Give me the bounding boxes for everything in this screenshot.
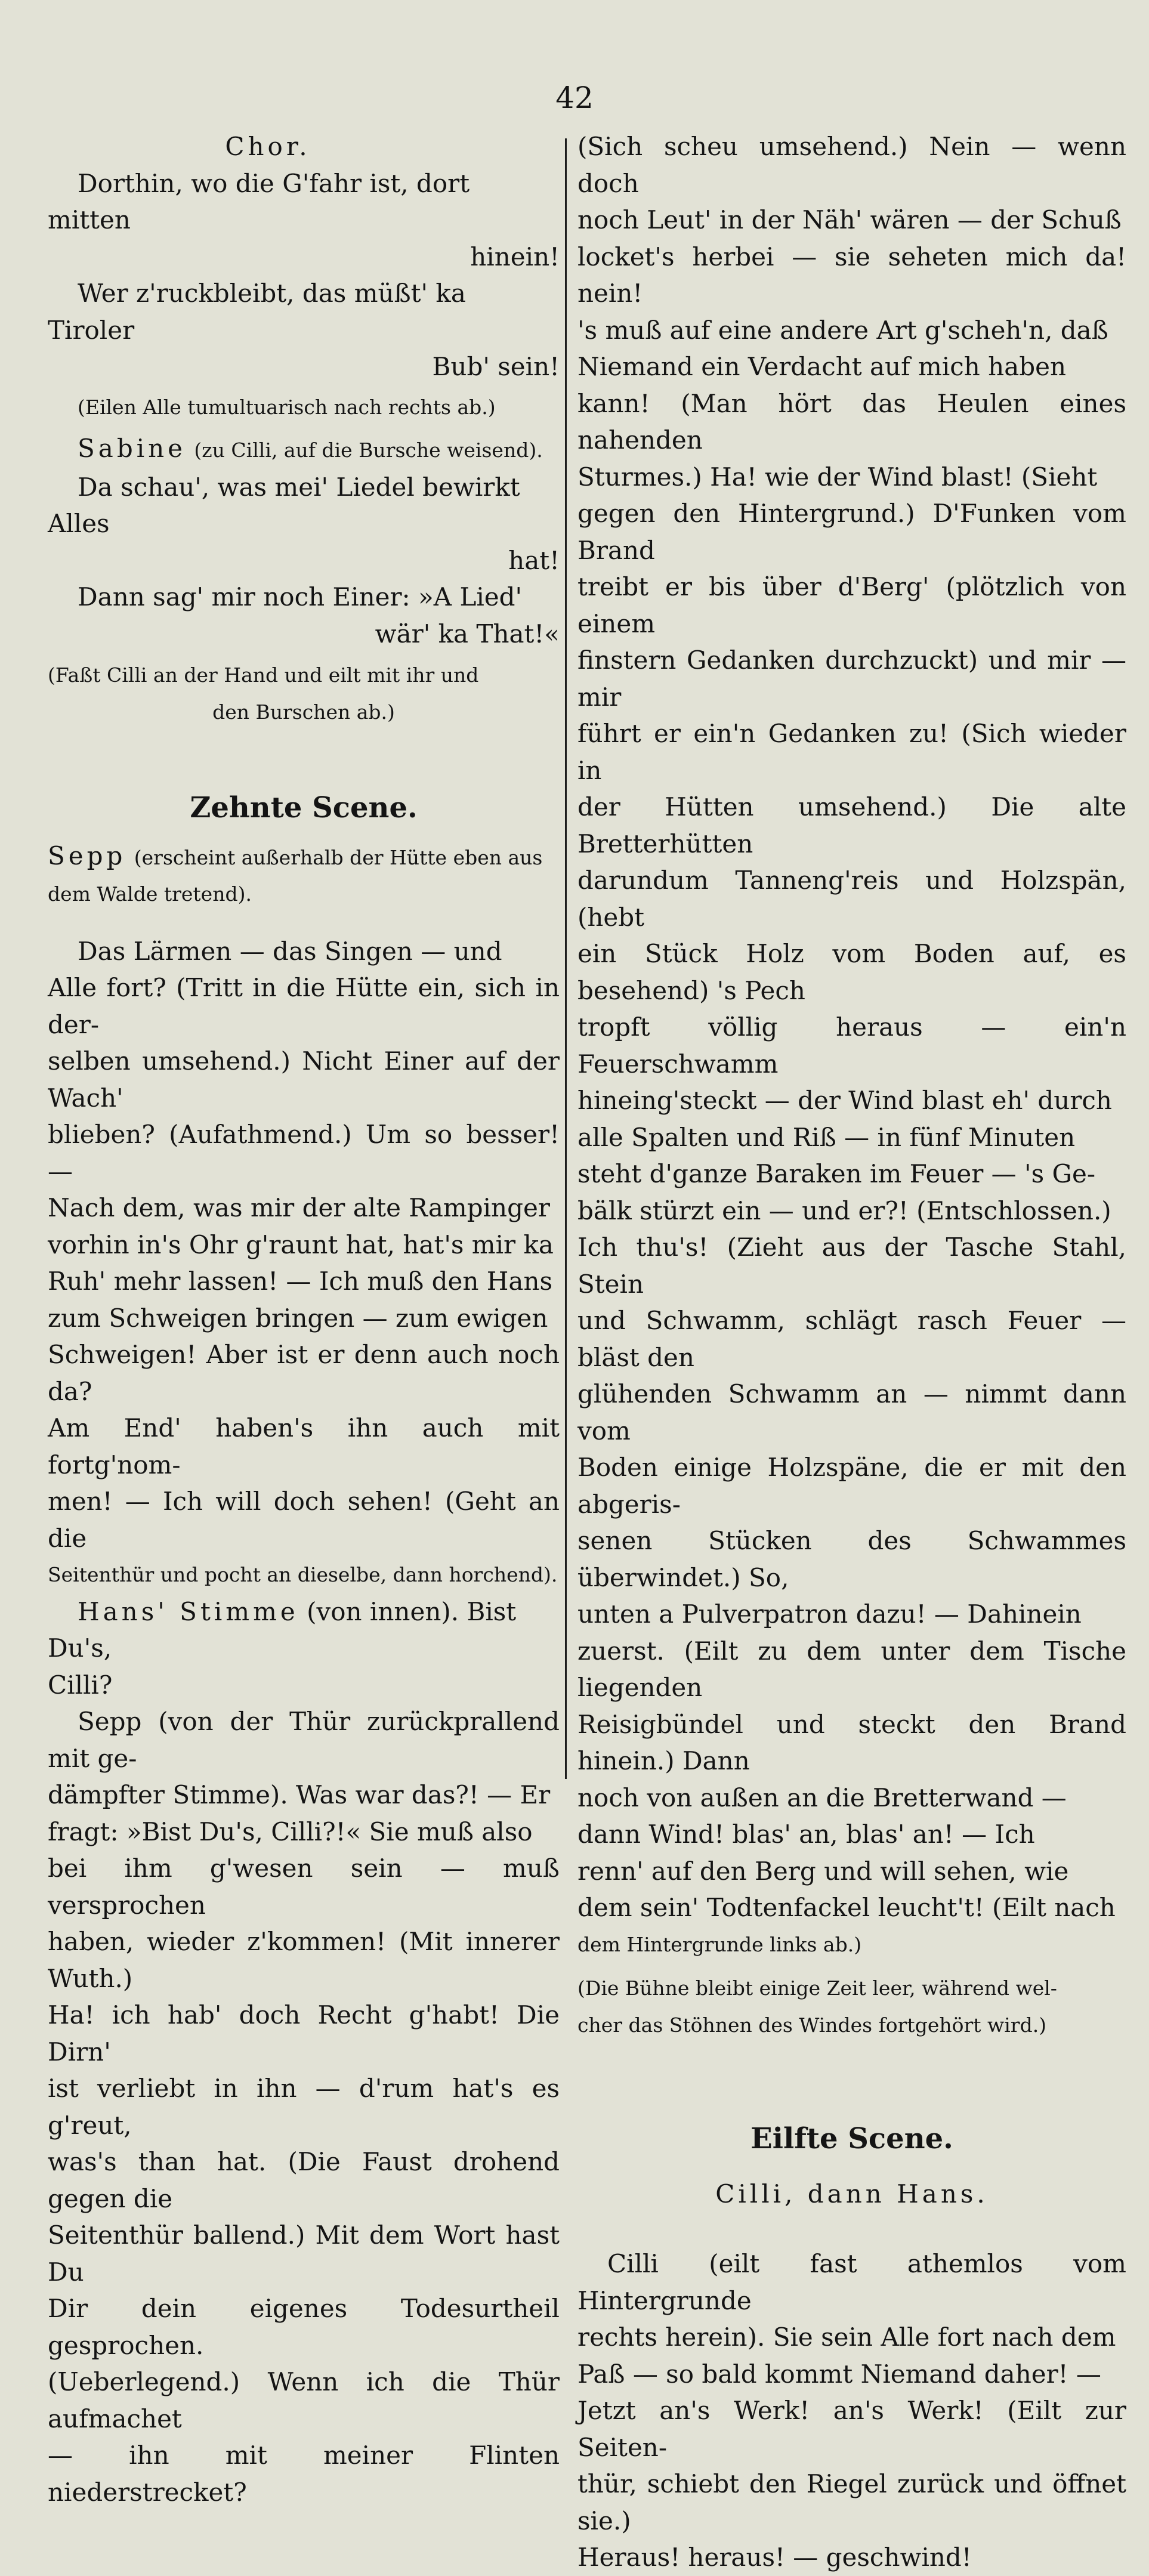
text-line: der Hütten umsehend.) Die alte Bretterhütten <box>577 792 1126 858</box>
text-line: zum Schweigen bringen — zum ewigen <box>48 1303 548 1333</box>
text-line: haben, wieder z'kommen! (Mit innerer Wuth.) <box>48 1927 560 1993</box>
stage-direction: (erscheint außerhalb der Hütte eben aus <box>134 845 543 869</box>
text-line: vorhin in's Ohr g'raunt hat, hat's mir ka <box>48 1230 554 1259</box>
speaker-name: Sabine <box>78 434 187 463</box>
text-line: Schweigen! Aber ist er denn auch noch da? <box>48 1340 560 1406</box>
text-line: Reisigbündel und steckt den Brand hinein.) Dann <box>577 1709 1126 1775</box>
text-line: Niemand ein Verdacht auf mich haben <box>577 352 1067 381</box>
text-line: dem sein' Todtenfackel leucht't! (Eilt nach <box>577 1893 1116 1922</box>
chor-line: Bub' sein! <box>432 352 560 381</box>
stage-direction: (zu Cilli, auf die Bursche weisend). <box>194 438 543 462</box>
text-line: noch von außen an die Bretterwand — <box>577 1783 1067 1812</box>
text-line: Ruh' mehr lassen! — Ich muß den Hans <box>48 1267 553 1296</box>
speech-text: (von innen). Bist Du's, <box>48 1596 517 1663</box>
text-line: selben umsehend.) Nicht Einer auf der Wach' <box>48 1046 560 1113</box>
text-line: tropft völlig heraus — ein'n Feuerschwamm <box>577 1012 1126 1079</box>
text-line: darundum Tanneng'reis und Holzspän, (hebt <box>577 866 1126 932</box>
text-line: thür, schiebt den Riegel zurück und öffnet sie.) <box>577 2469 1126 2535</box>
stage-direction: (Die Bühne bleibt einige Zeit leer, während wel- <box>577 1976 1057 2000</box>
text-line: hineing'steckt — der Wind blast eh' durch <box>577 1086 1112 1115</box>
left-column <box>48 128 560 2510</box>
text-line: alle Spalten und Riß — in fünf Minuten <box>577 1122 1076 1152</box>
verse-line: hat! <box>508 545 560 575</box>
text-line: zuerst. (Eilt zu dem unter dem Tische liegenden <box>577 1636 1126 1702</box>
text-line: Am End' haben's ihn auch mit fortg'nom- <box>48 1413 560 1479</box>
text-line: Ha! ich hab' doch Recht g'habt! Die Dirn' <box>48 2000 560 2067</box>
text-line: steht d'ganze Baraken im Feuer — 's Ge- <box>577 1159 1096 1188</box>
stage-direction: dem Walde tretend). <box>48 882 252 906</box>
column-divider <box>565 138 567 1779</box>
text-line: Heraus! heraus! — geschwind! <box>577 2543 972 2572</box>
speaker-name: Sepp <box>48 841 126 870</box>
text-line: Cilli? <box>48 1670 113 1700</box>
text-line: ein Stück Holz vom Boden auf, es besehend) 's Pech <box>577 939 1126 1005</box>
text-line: gegen den Hintergrund.) D'Funken vom Brand <box>577 499 1126 565</box>
sepp-speech <box>48 933 560 1593</box>
scene-title: Eilfte Scene. <box>750 2122 953 2155</box>
stage-direction: dem Hintergrunde links ab.) <box>577 1932 862 1956</box>
text-line: rechts herein). Sie sein Alle fort nach dem <box>577 2322 1116 2352</box>
text-line: 's muß auf eine andere Art g'scheh'n, daß <box>577 315 1108 345</box>
text-line: führt er ein'n Gedanken zu! (Sich wieder in <box>577 719 1126 785</box>
stage-direction: (Eilen Alle tumultuarisch nach rechts ab.) <box>78 395 496 419</box>
speaker-line <box>48 1593 560 1667</box>
text-line: (Ueberlegend.) Wenn ich die Thür aufmachet <box>48 2367 560 2433</box>
chor-label: Chor. <box>225 132 311 161</box>
verse-line: wär' ka That!« <box>375 619 560 648</box>
speaker-name: Hans' Stimme <box>78 1596 299 1626</box>
page-number: 42 <box>555 81 594 115</box>
text-line: kann! (Man hört das Heulen eines nahenden <box>577 388 1126 455</box>
verse-line: Dann sag' mir noch Einer: »A Lied' <box>78 582 523 611</box>
chor-line: Wer z'ruckbleibt, das müßt' ka Tiroler <box>48 279 466 345</box>
text-line: Paß — so bald kommt Niemand daher! — <box>577 2359 1101 2389</box>
text-line: Seitenthür ballend.) Mit dem Wort hast Du <box>48 2220 560 2287</box>
scene-persons: Cilli, dann Hans. <box>715 2179 989 2209</box>
text-line: treibt er bis über d'Berg' (plötzlich von einem <box>577 572 1126 638</box>
speaker-line <box>48 838 560 876</box>
text-line: Nach dem, was mir der alte Rampinger <box>48 1193 550 1222</box>
text-line: was's than hat. (Die Faust drohend gegen die <box>48 2147 560 2213</box>
text-line: Sepp (von der Thür zurückprallend mit ge- <box>48 1707 560 1773</box>
stage-direction: (Faßt Cilli an der Hand und eilt mit ihr und <box>48 663 479 687</box>
stage-direction: Seitenthür und pocht an dieselbe, dann horchend). <box>48 1563 558 1586</box>
text-line: bälk stürzt ein — und er?! (Entschlossen.) <box>577 1196 1111 1225</box>
text-line: bei ihm g'wesen sein — muß versprochen <box>48 1854 560 1920</box>
text-line: Alle fort? (Tritt in die Hütte ein, sich in der- <box>48 973 560 1039</box>
text-line: und Schwamm, schlägt rasch Feuer — bläst den <box>577 1306 1126 1372</box>
text-line: (Sich scheu umsehend.) Nein — wenn doch <box>577 132 1126 198</box>
text-line: glühenden Schwamm an — nimmt dann vom <box>577 1379 1126 1445</box>
text-line: senen Stücken des Schwammes überwindet.) So, <box>577 1526 1126 1592</box>
text-line: Das Lärmen — das Singen — und <box>78 936 502 966</box>
text-line: renn' auf den Berg und will sehen, wie <box>577 1856 1069 1886</box>
right-column <box>577 128 1126 2576</box>
text-line: Dir dein eigenes Todesurtheil gesprochen. <box>48 2294 560 2360</box>
speaker-line <box>48 430 560 469</box>
verse-line: Da schau', was mei' Liedel bewirkt Alles <box>48 472 520 538</box>
text-line: men! — Ich will doch sehen! (Geht an die <box>48 1487 560 1553</box>
text-line: dämpfter Stimme). Was war das?! — Er <box>48 1780 551 1809</box>
chor-line: Dorthin, wo die G'fahr ist, dort mitten <box>48 168 470 234</box>
stage-direction: den Burschen ab.) <box>212 700 395 724</box>
text-line: fragt: »Bist Du's, Cilli?!« Sie muß also <box>48 1817 533 1846</box>
text-line: unten a Pulverpatron dazu! — Dahinein <box>577 1599 1082 1629</box>
sepp-speech-2 <box>48 1703 560 2510</box>
text-line: finstern Gedanken durchzuckt) und mir — mir <box>577 645 1126 712</box>
text-line: blieben? (Aufathmend.) Um so besser! — <box>48 1120 560 1186</box>
text-line: Sturmes.) Ha! wie der Wind blast! (Sieht <box>577 462 1098 492</box>
cilli-speech <box>577 2245 1126 2576</box>
text-line: locket's herbei — sie seheten mich da! nein! <box>577 242 1126 308</box>
text-line: Cilli (eilt fast athemlos vom Hintergrunde <box>577 2249 1126 2315</box>
text-line: — ihn mit meiner Flinten niederstrecket? <box>48 2441 560 2507</box>
chor-line: hinein! <box>470 242 560 271</box>
text-line: Boden einige Holzspäne, die er mit den abgeris- <box>577 1453 1126 1519</box>
text-line: Jetzt an's Werk! an's Werk! (Eilt zur Seiten- <box>577 2396 1126 2462</box>
sepp-speech-continued <box>577 128 1126 1963</box>
scene-title: Zehnte Scene. <box>190 791 418 824</box>
text-line: Ich thu's! (Zieht aus der Tasche Stahl, Stein <box>577 1233 1126 1299</box>
text-line: noch Leut' in der Näh' wären — der Schuß <box>577 205 1122 234</box>
text-line: ist verliebt in ihn — d'rum hat's es g'reut, <box>48 2074 560 2140</box>
text-line: dann Wind! blas' an, blas' an! — Ich <box>577 1820 1035 1849</box>
stage-direction: cher das Stöhnen des Windes fortgehört wird.) <box>577 2013 1047 2037</box>
